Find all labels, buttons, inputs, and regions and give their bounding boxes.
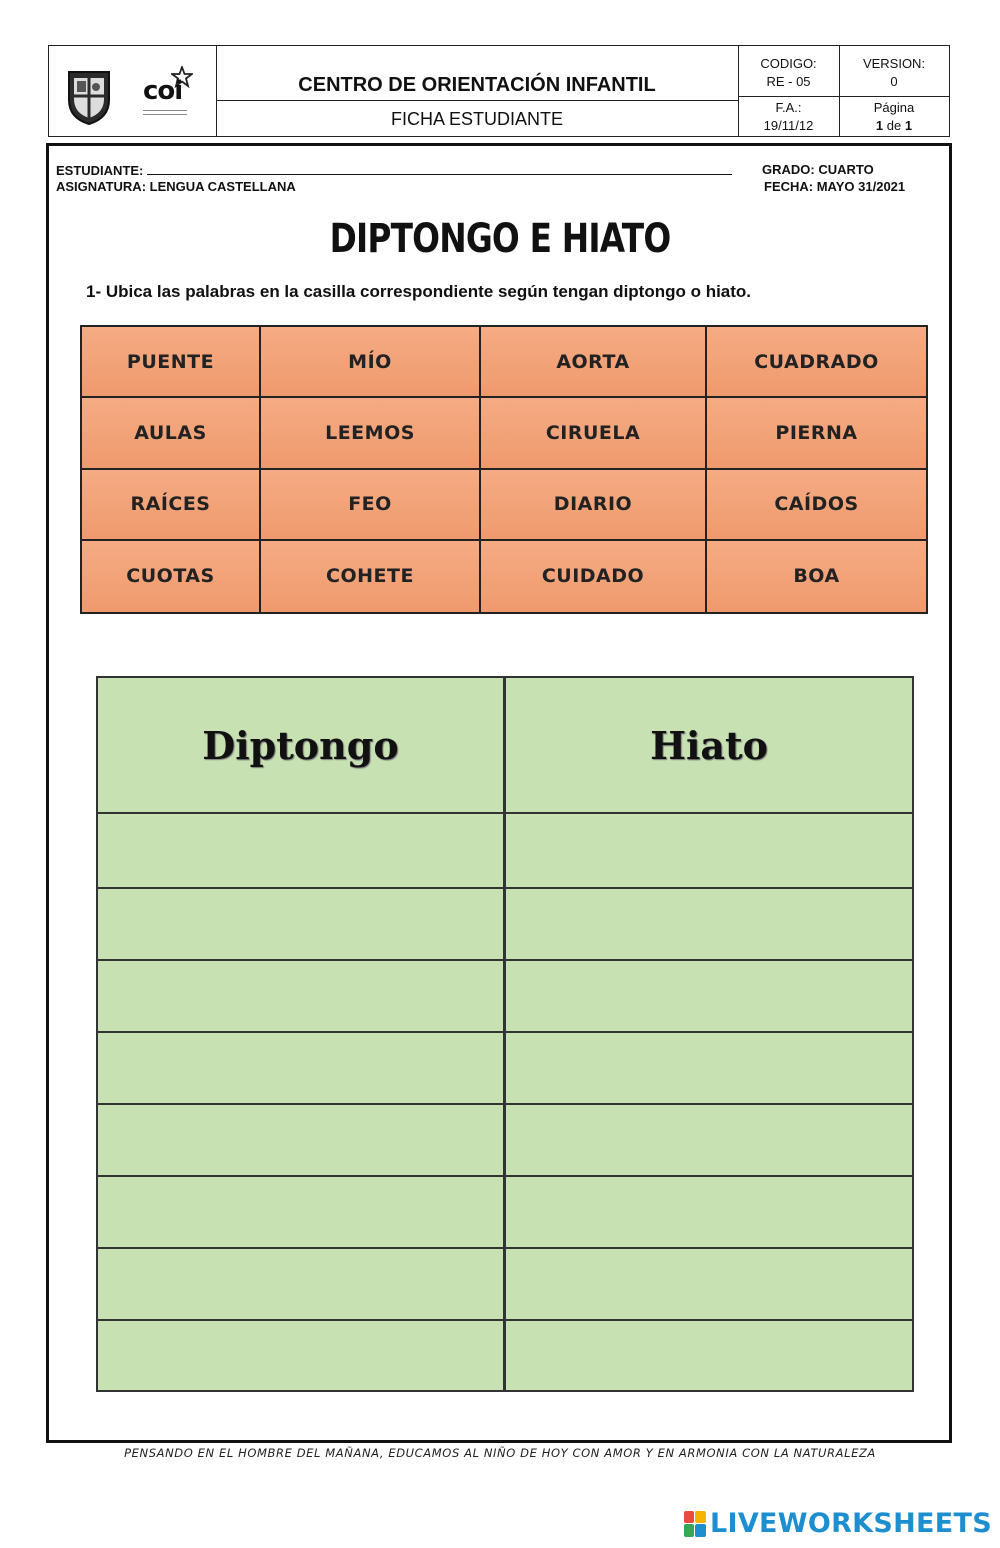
subject-label: ASIGNATURA: LENGUA CASTELLANA — [56, 179, 296, 194]
row-divider — [98, 1319, 912, 1321]
word-tile[interactable]: RAÍCES — [82, 470, 261, 541]
hiato-drop-cell[interactable] — [506, 962, 912, 1030]
diptongo-drop-cell[interactable] — [98, 815, 503, 883]
word-tile[interactable]: FEO — [261, 470, 481, 541]
liveworksheets-brand[interactable] — [684, 1508, 992, 1539]
word-tile[interactable]: CUOTAS — [82, 541, 261, 612]
diptongo-drop-cell[interactable] — [98, 1178, 503, 1246]
hiato-drop-cell[interactable] — [506, 1322, 912, 1390]
footer-motto: PENSANDO EN EL HOMBRE DEL MAÑANA, EDUCAMOS AL NIÑO DE HOY CON AMOR Y EN ARMONIA CON LA NATURALEZA — [124, 1446, 876, 1460]
coi-logo — [141, 62, 199, 122]
hiato-drop-cell[interactable] — [506, 1250, 912, 1318]
row-divider — [98, 959, 912, 961]
school-crest-icon — [65, 68, 113, 126]
brand-text: LIVEWORKSHEETS — [709, 1508, 992, 1539]
row-divider — [98, 1247, 912, 1249]
diptongo-drop-cell[interactable] — [98, 962, 503, 1030]
version-cell — [839, 46, 949, 136]
page-number: 1 — [875, 118, 884, 133]
page-of: de — [886, 118, 902, 133]
word-tile[interactable]: AORTA — [481, 327, 707, 398]
diptongo-drop-cell[interactable] — [98, 1106, 503, 1174]
code-label: CODIGO: — [760, 56, 817, 71]
fa-label: F.A.: — [775, 100, 802, 115]
word-tile[interactable]: DIARIO — [481, 470, 707, 541]
word-tile[interactable]: CUIDADO — [481, 541, 707, 612]
hiato-header: Hiato — [650, 723, 768, 768]
version-label: VERSION: — [862, 56, 926, 71]
page-total: 1 — [904, 118, 913, 133]
word-tile[interactable]: CIRUELA — [481, 398, 707, 469]
logo-fineprint — [143, 114, 187, 115]
grade-label: GRADO: CUARTO — [762, 162, 874, 177]
word-tile[interactable]: LEEMOS — [261, 398, 481, 469]
student-label: ESTUDIANTE: — [56, 163, 144, 178]
row-divider — [98, 887, 912, 889]
form-name: FICHA ESTUDIANTE — [390, 109, 564, 129]
word-tile[interactable]: CAÍDOS — [707, 470, 926, 541]
word-tile[interactable]: MÍO — [261, 327, 481, 398]
hiato-drop-cell[interactable] — [506, 1034, 912, 1102]
row-divider — [98, 812, 912, 814]
row-divider — [98, 1175, 912, 1177]
coi-logo-text: coi — [143, 76, 183, 106]
row-divider — [98, 1031, 912, 1033]
hiato-drop-cell[interactable] — [506, 1106, 912, 1174]
hiato-drop-cell[interactable] — [506, 1178, 912, 1246]
instruction-text: 1- Ubica las palabras en la casilla correspondiente según tengan diptongo o hiato. — [86, 282, 752, 301]
page-title: DIPTONGO E HIATO — [329, 216, 671, 262]
logo-cell — [49, 46, 217, 136]
page-count — [839, 117, 949, 135]
hiato-drop-cell[interactable] — [506, 815, 912, 883]
word-bank — [80, 325, 928, 614]
date-label: FECHA: MAYO 31/2021 — [764, 179, 906, 194]
diptongo-drop-cell[interactable] — [98, 1250, 503, 1318]
word-tile[interactable]: CUADRADO — [707, 327, 926, 398]
word-tile[interactable]: COHETE — [261, 541, 481, 612]
answer-table — [96, 676, 914, 1392]
student-line — [56, 162, 732, 178]
page-label: Página — [873, 100, 915, 115]
version-value: 0 — [890, 74, 898, 89]
diptongo-drop-cell[interactable] — [98, 1034, 503, 1102]
word-tile[interactable]: PIERNA — [707, 398, 926, 469]
word-tile[interactable]: BOA — [707, 541, 926, 612]
hiato-drop-cell[interactable] — [506, 890, 912, 958]
diptongo-header: Diptongo — [202, 723, 399, 768]
diptongo-drop-cell[interactable] — [98, 890, 503, 958]
student-name-input[interactable] — [147, 162, 732, 175]
liveworksheets-logo-icon — [684, 1511, 706, 1537]
word-tile[interactable]: AULAS — [82, 398, 261, 469]
row-divider — [98, 1103, 912, 1105]
code-cell — [738, 46, 840, 136]
word-tile[interactable]: PUENTE — [82, 327, 261, 398]
title-cell — [216, 46, 739, 136]
code-value: RE - 05 — [766, 74, 811, 89]
fa-value: 19/11/12 — [763, 118, 814, 133]
institution-name: CENTRO DE ORIENTACIÓN INFANTIL — [216, 46, 738, 101]
logo-fineprint — [143, 110, 187, 111]
document-header — [48, 45, 950, 137]
diptongo-drop-cell[interactable] — [98, 1322, 503, 1390]
